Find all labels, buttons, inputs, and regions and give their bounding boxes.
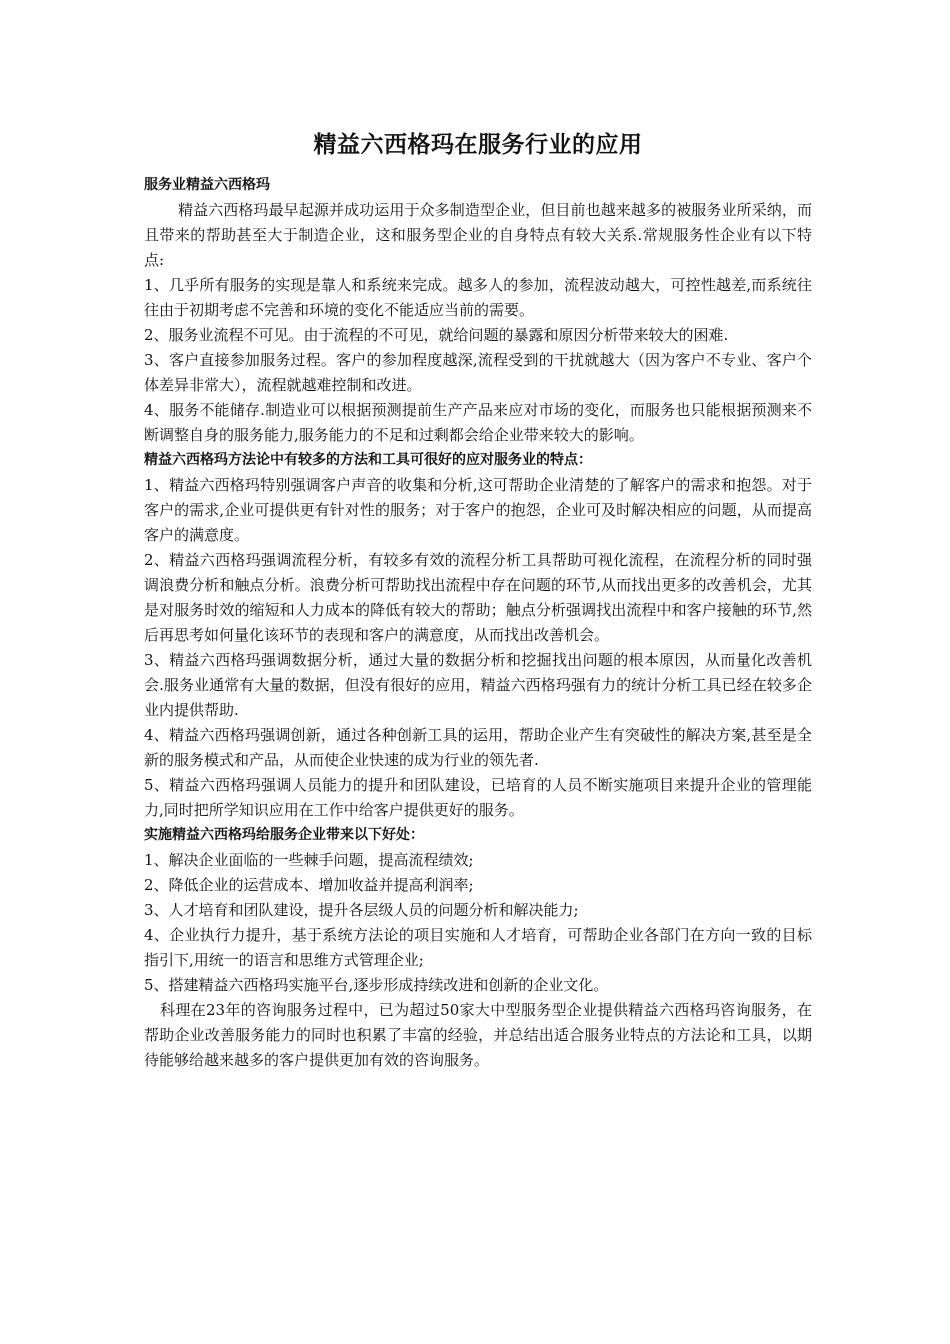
section-heading-benefits: 实施精益六西格玛给服务企业带来以下好处： [144, 827, 424, 843]
list-item: 1、几乎所有服务的实现是靠人和系统来完成。越多人的参加，流程波动越大，可控性越差,而系统往往由于初期考虑不完善和环境的变化不能适应当前的需要。 [144, 276, 812, 319]
document-page [144, 130, 812, 1073]
list-item: 1、解决企业面临的一些棘手问题，提高流程绩效; [144, 851, 474, 869]
list-item: 4、精益六西格玛强调创新，通过各种创新工具的运用，帮助企业产生有突破性的解决方案,甚至是全新的服务模式和产品，从而使企业快速的成为行业的领先者. [144, 726, 812, 769]
list-item: 2、精益六西格玛强调流程分析，有较多有效的流程分析工具帮助可视化流程，在流程分析的同时强调浪费分析和触点分析。浪费分析可帮助找出流程中存在问题的环节,从而找出更多的改善机会，尤其是对服务时效的缩短和人力成本的降低有较大的帮助；触点分析强调找出流程中和客户接触的环节,然后再思考如何量化该环节的表现和客户的满意度，从而找出改善机会。 [144, 551, 812, 644]
list-item: 4、企业执行力提升，基于系统方法论的项目实施和人才培育，可帮助企业各部门在方向一致的目标指引下,用统一的语言和思维方式管理企业; [144, 926, 812, 969]
section1-intro-paragraph: 精益六西格玛最早起源并成功运用于众多制造型企业，但目前也越来越多的被服务业所采纳，而且带来的帮助甚至大于制造企业，这和服务型企业的自身特点有较大关系.常规服务性企业有以下特点: [144, 201, 812, 269]
list-item: 5、精益六西格玛强调人员能力的提升和团队建设，已培育的人员不断实施项目来提升企业的管理能力,同时把所学知识应用在工作中给客户提供更好的服务。 [144, 776, 812, 819]
list-item: 1、精益六西格玛特别强调客户声音的收集和分析,这可帮助企业清楚的了解客户的需求和抱怨。对于客户的需求,企业可提供更有针对性的服务；对于客户的抱怨，企业可及时解决相应的问题，从而提高客户的满意度。 [144, 476, 812, 544]
section-heading-methods-tools: 精益六西格玛方法论中有较多的方法和工具可很好的应对服务业的特点： [144, 452, 592, 468]
list-item: 3、精益六西格玛强调数据分析，通过大量的数据分析和挖掘找出问题的根本原因，从而量化改善机会.服务业通常有大量的数据，但没有很好的应用，精益六西格玛强有力的统计分析工具已经在较多企业内提供帮助. [144, 651, 812, 719]
list-item: 2、降低企业的运营成本、增加收益并提高利润率; [144, 876, 474, 894]
list-item: 2、服务业流程不可见。由于流程的不可见，就给问题的暴露和原因分析带来较大的困难. [144, 326, 729, 344]
list-item: 4、服务不能储存.制造业可以根据预测提前生产产品来应对市场的变化，而服务也只能根据预测来不断调整自身的服务能力,服务能力的不足和过剩都会给企业带来较大的影响。 [144, 401, 812, 444]
list-item: 3、人才培育和团队建设，提升各层级人员的问题分析和解决能力; [144, 901, 579, 919]
closing-paragraph: 科理在23年的咨询服务过程中，已为超过50家大中型服务型企业提供精益六西格玛咨询服务，在帮助企业改善服务能力的同时也积累了丰富的经验，并总结出适合服务业特点的方法论和工具，以期待能够给越来越多的客户提供更加有效的咨询服务。 [144, 1001, 812, 1069]
list-item: 3、客户直接参加服务过程。客户的参加程度越深,流程受到的干扰就越大（因为客户不专业、客户个体差异非常大），流程就越难控制和改进。 [144, 351, 812, 394]
list-item: 5、搭建精益六西格玛实施平台,逐步形成持续改进和创新的企业文化。 [144, 976, 609, 994]
document-title: 精益六西格玛在服务行业的应用 [313, 132, 643, 158]
section-heading-service-lss: 服务业精益六西格玛 [144, 177, 270, 193]
